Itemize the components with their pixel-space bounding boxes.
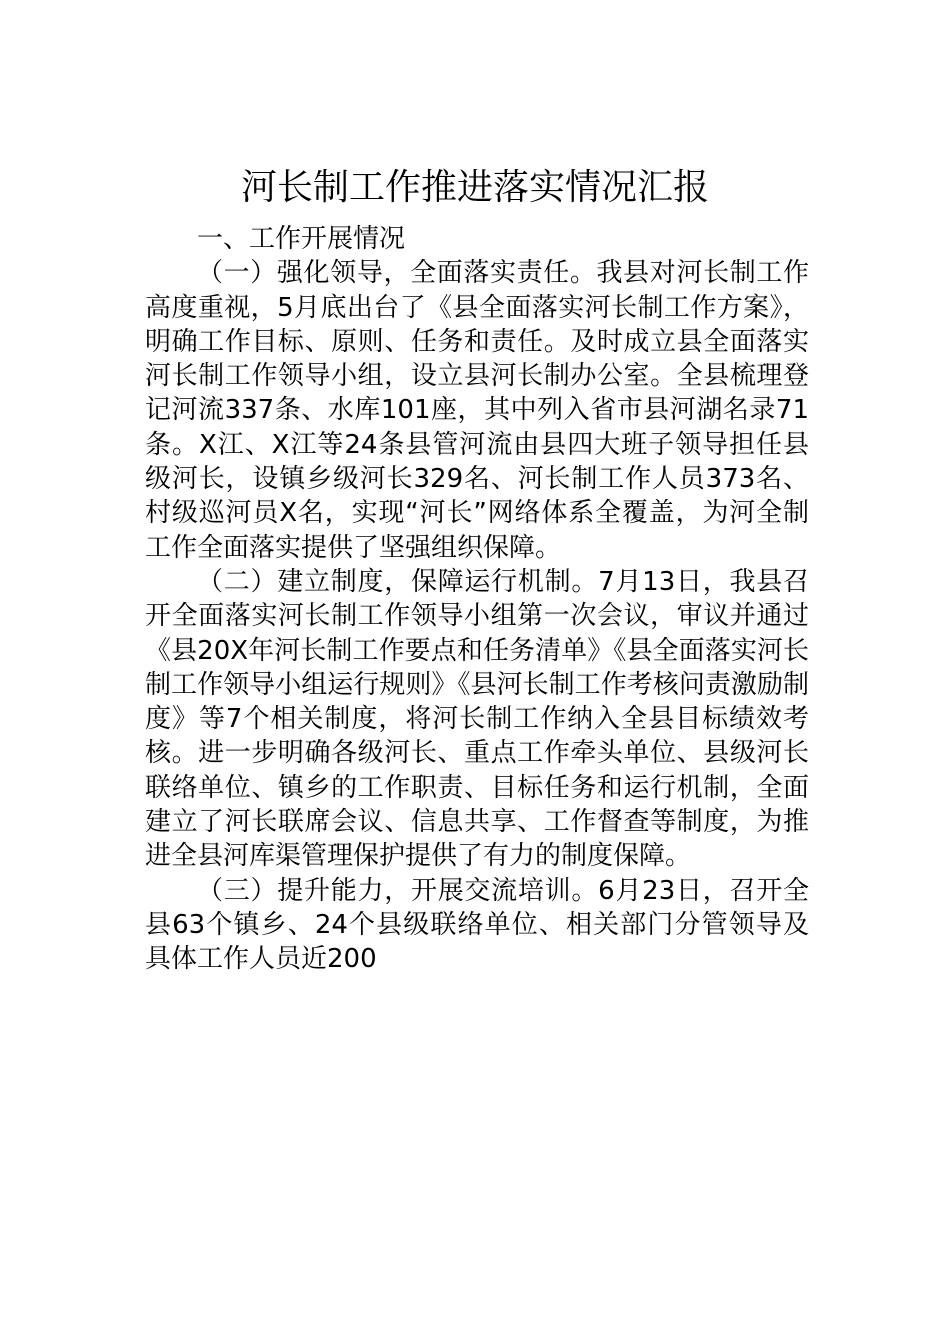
paragraph-2: （二）建立制度，保障运行机制。7月13日，我县召开全面落实河长制工作领导小组第一次会议，审议并通过《县20X年河长制工作要点和任务清单》《县全面落实河长制工作领导小组运行规则》《县河长制工作考核问责激励制度》等7个相关制度，将河长制工作纳入全县目标绩效考核。进一步明确各级河长、重点工作牵头单位、县级河长联络单位、镇乡的工作职责、目标任务和运行机制，全面建立了河长联席会议、信息共享、工作督查等制度，为推进全县河库渠管理保护提供了有力的制度保障。 [145, 566, 809, 872]
document-body [145, 222, 809, 977]
paragraph-3: （三）提升能力，开展交流培训。6月23日，召开全县63个镇乡、24个县级联络单位、相关部门分管领导及具体工作人员近200 [145, 875, 809, 975]
section-heading: 一、工作开展情况 [197, 224, 406, 254]
document-title: 河长制工作推进落实情况汇报 [240, 167, 709, 208]
paragraph-1: （一）强化领导，全面落实责任。我县对河长制工作高度重视，5月底出台了《县全面落实河长制工作方案》，明确工作目标、原则、任务和责任。及时成立县全面落实河长制工作领导小组，设立县河长制办公室。全县梳理登记河流337条、水库101座，其中列入省市县河湖名录71条。X江、X江等24条县管河流由县四大班子领导担任县级河长，设镇乡级河长329名、河长制工作人员373名、村级巡河员X名，实现“河长”网络体系全覆盖，为河全制工作全面落实提供了坚强组织保障。 [145, 258, 809, 563]
